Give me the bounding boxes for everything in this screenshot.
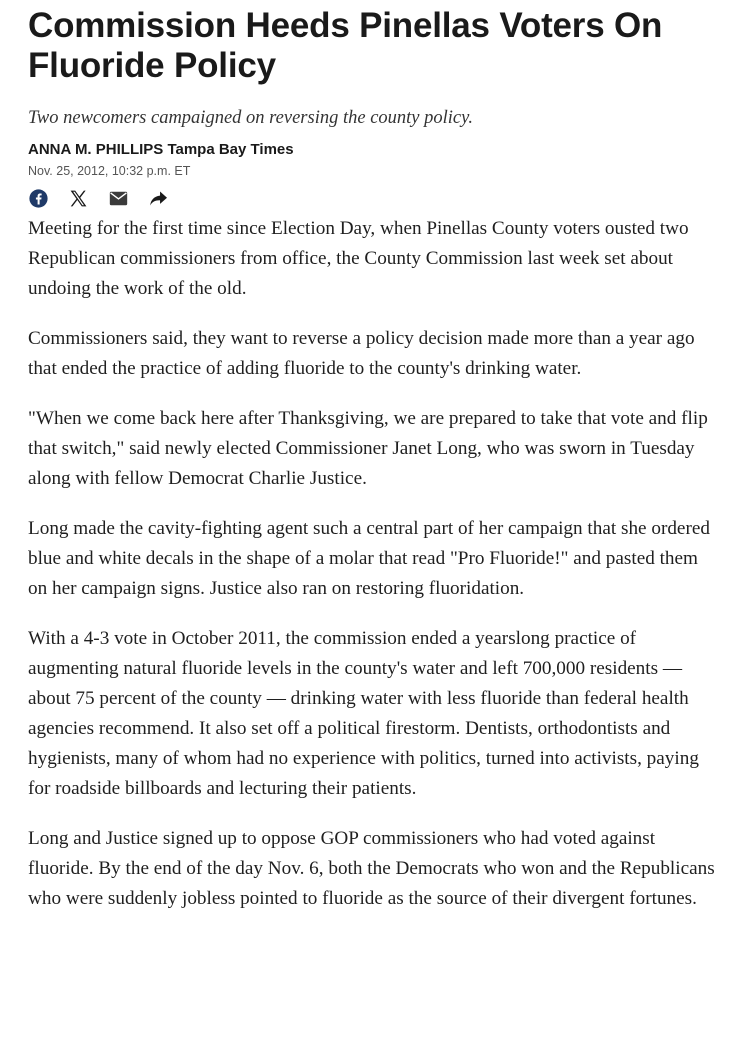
paragraph: Commissioners said, they want to reverse a policy decision made more than a year ago that ended the practice of adding fluoride to the county's drinking water.	[28, 328, 695, 379]
paragraph: Long made the cavity-fighting agent such a central part of her campaign that she ordered blue and white decals in the shape of a molar that read "Pro Fluoride!" and pasted them on her campaign signs. Justice also ran on restoring fluoridation.	[28, 518, 710, 599]
headline: Commission Heeds Pinellas Voters On Fluoride Policy	[28, 6, 663, 85]
article-body	[28, 214, 718, 914]
share-facebook-button[interactable]	[28, 188, 48, 208]
byline	[28, 140, 718, 160]
dek: Two newcomers campaigned on reversing the county policy.	[28, 108, 473, 128]
paragraph: With a 4-3 vote in October 2011, the commission ended a yearslong practice of augmenting natural fluoride levels in the county's water and left 700,000 residents — about 75 percent of the county — drinking water with less fluoride than federal health agencies recommend. It also set off a political firestorm. Dentists, orthodontists and hygienists, many of whom had no experience with politics, turned into activists, paying for roadside billboards and lecturing their patients.	[28, 628, 699, 799]
x-icon	[69, 189, 88, 208]
paragraph: Long and Justice signed up to oppose GOP commissioners who had voted against fluoride. By the end of the day Nov. 6, both the Democrats who won and the Republicans who were suddenly jobless pointed to fluoride as the source of their divergent fortunes.	[28, 828, 715, 909]
share-email-button[interactable]	[108, 188, 128, 208]
article	[28, 6, 718, 934]
share-bar	[28, 188, 718, 208]
paragraph: Meeting for the first time since Election Day, when Pinellas County voters ousted two Republican commissioners from office, the County Commission last week set about undoing the work of the old.	[28, 218, 689, 299]
author-name[interactable]: ANNA M. PHILLIPS	[28, 141, 164, 158]
publication-name: Tampa Bay Times	[167, 141, 294, 158]
facebook-icon	[29, 189, 48, 208]
share-x-button[interactable]	[68, 188, 88, 208]
share-arrow-icon	[149, 190, 168, 207]
dateline: Nov. 25, 2012, 10:32 p.m. ET	[28, 164, 191, 178]
paragraph: "When we come back here after Thanksgiving, we are prepared to take that vote and flip that switch," said newly elected Commissioner Janet Long, who was sworn in Tuesday along with fellow Democrat Charlie Justice.	[28, 408, 708, 489]
share-link-button[interactable]	[148, 188, 168, 208]
email-icon	[109, 191, 128, 206]
